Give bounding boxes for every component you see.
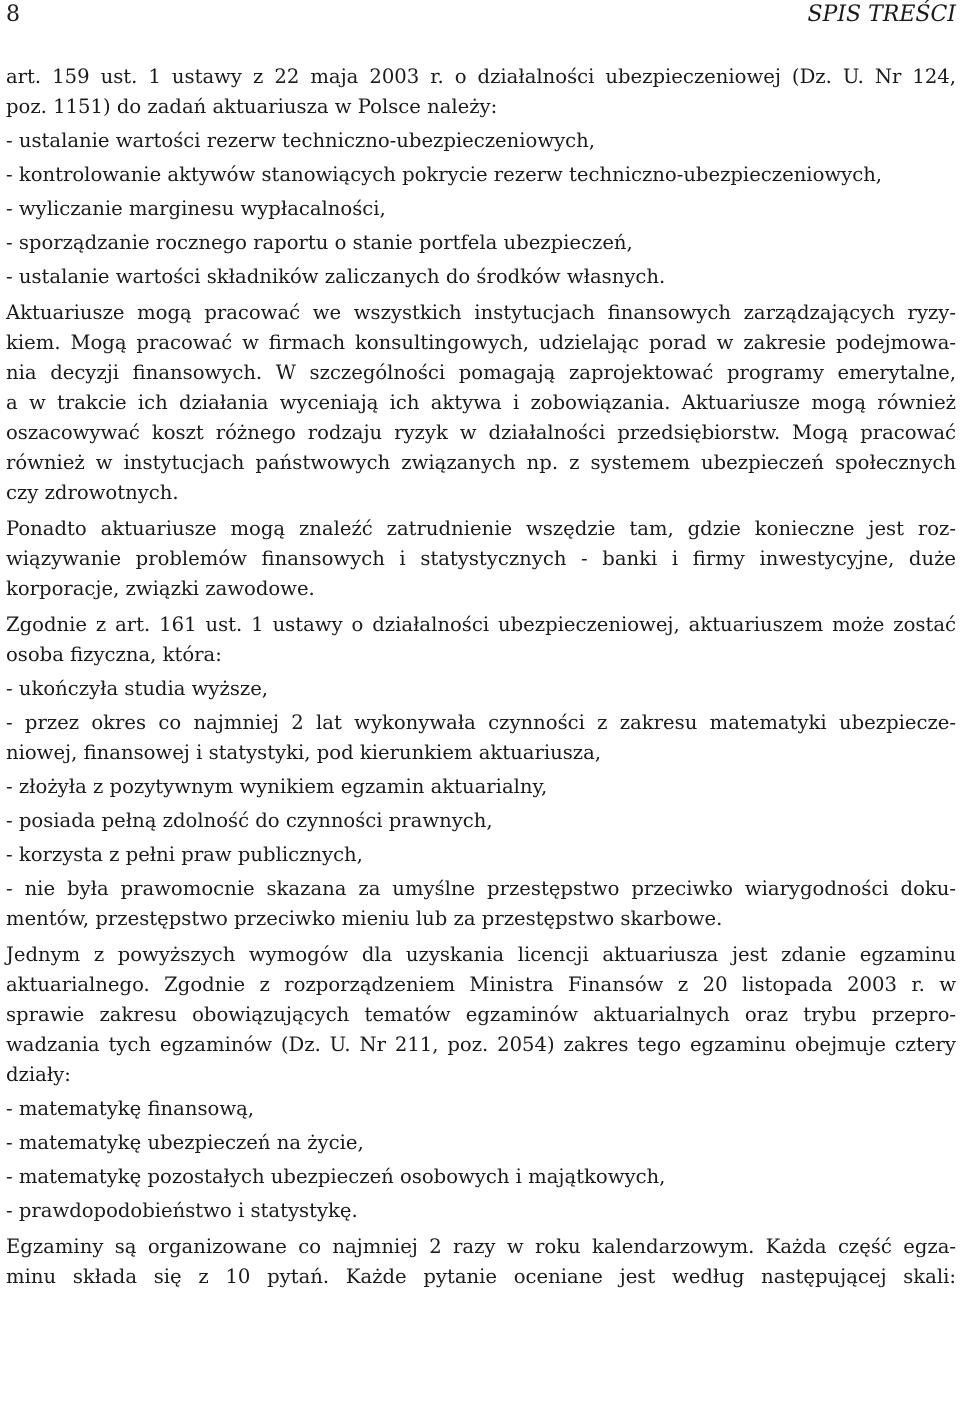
document-page	[6, 0, 956, 1288]
text-line: art. 159 ust. 1 ustawy z 22 maja 2003 r. o działalności ubezpieczeniowej (Dz. U. Nr 124,	[6, 65, 956, 88]
list-item: - korzysta z pełni praw publicznych,	[6, 843, 363, 866]
list-item: niowej, finansowej i statystyki, pod kierunkiem aktuariusza,	[6, 741, 601, 764]
running-header-title: SPIS TREŚCI	[807, 2, 956, 27]
list-item: - posiada pełną zdolność do czynności prawnych,	[6, 809, 493, 832]
list-item: - prawdopodobieństwo i statystykę.	[6, 1199, 358, 1222]
text-line: Ponadto aktuariusze mogą znaleźć zatrudnienie wszędzie tam, gdzie konieczne jest roz-	[6, 517, 956, 540]
text-line: nia decyzji finansowych. W szczególności pomagają zaprojektować programy emerytalne,	[6, 361, 956, 384]
text-line: poz. 1151) do zadań aktuariusza w Polsce należy:	[6, 95, 498, 118]
text-line: wadzania tych egzaminów (Dz. U. Nr 211, poz. 2054) zakres tego egzaminu obejmuje cztery	[6, 1033, 956, 1056]
text-line: aktuarialnego. Zgodnie z rozporządzeniem Ministra Finansów z 20 listopada 2003 r. w	[6, 973, 956, 996]
list-item: - złożyła z pozytywnym wynikiem egzamin aktuarialny,	[6, 775, 548, 798]
list-item: - ustalanie wartości składników zaliczanych do środków własnych.	[6, 265, 666, 288]
text-line: kiem. Mogą pracować w firmach konsultingowych, udzielając porad w zakresie podejmowa-	[6, 331, 956, 354]
list-item: - ustalanie wartości rezerw techniczno-ubezpieczeniowych,	[6, 129, 595, 152]
list-item: - matematykę ubezpieczeń na życie,	[6, 1131, 364, 1154]
page-number: 8	[6, 2, 20, 27]
list-item: - kontrolowanie aktywów stanowiących pokrycie rezerw techniczno-ubezpieczeniowych,	[6, 163, 883, 186]
list-item: - sporządzanie rocznego raportu o stanie portfela ubezpieczeń,	[6, 231, 633, 254]
text-line: Aktuariusze mogą pracować we wszystkich instytucjach finansowych zarządzających ryzy-	[6, 301, 956, 324]
list-item: - matematykę pozostałych ubezpieczeń osobowych i majątkowych,	[6, 1165, 666, 1188]
text-line: korporacje, związki zawodowe.	[6, 577, 315, 600]
running-head	[6, 0, 956, 40]
text-line: czy zdrowotnych.	[6, 481, 179, 504]
text-line: osoba fizyczna, która:	[6, 643, 222, 666]
text-line: Egzaminy są organizowane co najmniej 2 razy w roku kalendarzowym. Każda część egza-	[6, 1235, 956, 1258]
text-line: sprawie zakresu obowiązujących tematów egzaminów aktuarialnych oraz trybu przepro-	[6, 1003, 956, 1026]
text-line: oszacowywać koszt różnego rodzaju ryzyk w działalności przedsiębiorstw. Mogą pracować	[6, 421, 956, 444]
text-line: a w trakcie ich działania wyceniają ich aktywa i zobowiązania. Aktuariusze mogą również	[6, 391, 956, 414]
text-line: działy:	[6, 1063, 71, 1086]
text-line: również w instytucjach państwowych związanych np. z systemem ubezpieczeń społecznych	[6, 451, 956, 474]
body-text	[6, 62, 956, 1292]
list-item: - ukończyła studia wyższe,	[6, 677, 269, 700]
list-item: - nie była prawomocnie skazana za umyślne przestępstwo przeciwko wiarygodności doku-	[6, 877, 956, 900]
list-item: - przez okres co najmniej 2 lat wykonywała czynności z zakresu matematyki ubezpiecze-	[6, 711, 956, 734]
list-item: mentów, przestępstwo przeciwko mieniu lub za przestępstwo skarbowe.	[6, 907, 723, 930]
list-item: - wyliczanie marginesu wypłacalności,	[6, 197, 386, 220]
text-line: minu składa się z 10 pytań. Każde pytanie oceniane jest według następującej skali:	[6, 1265, 956, 1288]
text-line: Jednym z powyższych wymogów dla uzyskania licencji aktuariusza jest zdanie egzaminu	[6, 943, 956, 966]
list-item: - matematykę finansową,	[6, 1097, 255, 1120]
text-line: wiązywanie problemów finansowych i statystycznych - banki i firmy inwestycyjne, duże	[6, 547, 956, 570]
text-line: Zgodnie z art. 161 ust. 1 ustawy o działalności ubezpieczeniowej, aktuariuszem może zostać	[6, 613, 956, 636]
